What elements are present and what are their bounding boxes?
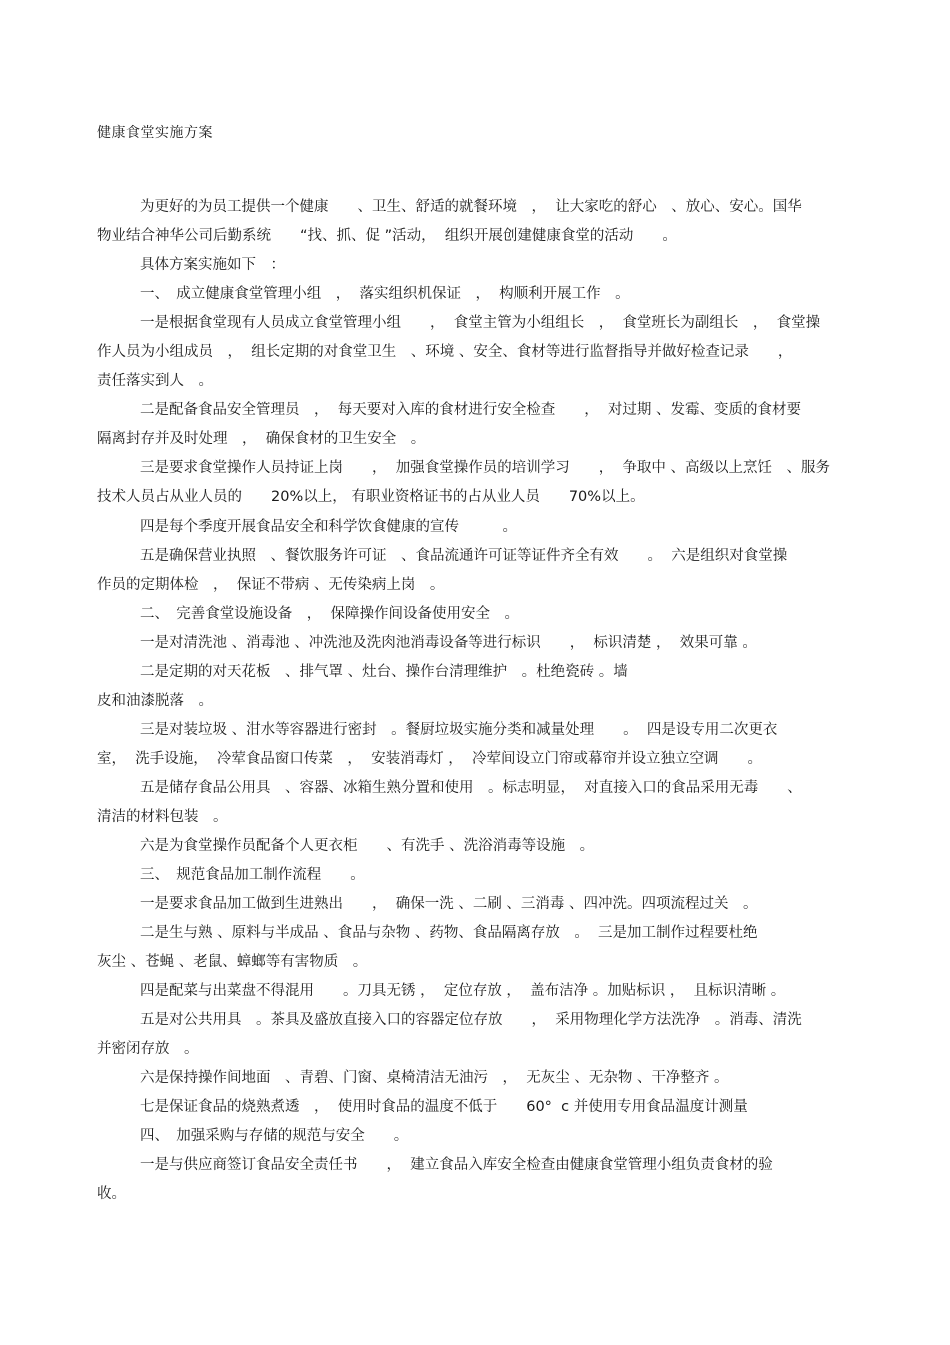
paragraph-line: 六是为食堂操作员配备个人更衣柜 、有洗手 、洗浴消毒等设施 。 [140,838,595,854]
paragraph-line: 二是配备食品安全管理员 ， 每天要对入库的食材进行安全检查 ， 对过期 、发霉、变质的食材要 [140,402,802,418]
paragraph-line: 清洁的材料包装 。 [97,809,228,825]
paragraph-line: 技术人员占从业人员的 20%以上， 有职业资格证书的占从业人员 70%以上。 [97,489,645,505]
paragraph-line: 五是确保营业执照 、餐饮服务许可证 、食品流通许可证等证件齐全有效 。 六是组织对食堂操 [140,548,788,564]
paragraph-line: 五是对公共用具 。茶具及盛放直接入口的容器定位存放 ， 采用物理化学方法洗净 。消毒、清洗 [140,1012,802,1028]
paragraph-line: 二是生与熟 、原料与半成品 、食品与杂物 、药物、食品隔离存放 。 三是加工制作过程要杜绝 [140,925,758,941]
document-title: 健康食堂实施方案 [97,125,213,141]
paragraph-line: 作人员为小组成员 ， 组长定期的对食堂卫生 、环境 、安全、食材等进行监督指导并做好检查记录 ， [97,344,793,360]
paragraph-line: 三是对装垃圾 、泔水等容器进行密封 。餐厨垃圾实施分类和减量处理 。 四是设专用二次更衣 [140,722,778,738]
paragraph-line: 三是要求食堂操作人员持证上岗 ， 加强食堂操作员的培训学习 ， 争取中 、高级以上烹饪 、服务 [140,460,831,476]
section-heading: 四、 加强采购与存储的规范与安全 。 [140,1128,409,1144]
paragraph-line: 皮和油漆脱落 。 [97,693,213,709]
paragraph-line: 一是与供应商签订食品安全责任书 ， 建立食品入库安全检查由健康食堂管理小组负责食材的验 [140,1157,773,1173]
section-heading: 二、 完善食堂设施设备 ， 保障操作间设备使用安全 。 [140,606,519,622]
paragraph-line: 隔离封存并及时处理 ， 确保食材的卫生安全 。 [97,431,426,447]
paragraph-line: 室， 洗手设施， 冷荤食品窗口传菜 ， 安装消毒灯 ， 冷荤间设立门帘或幕帘并设立独立空调 。 [97,751,762,767]
paragraph-line: 六是保持操作间地面 、青碧、门窗、桌椅清洁无油污 ， 无灰尘 、无杂物 、干净整齐 。 [140,1070,729,1086]
paragraph-line: 一是对清洗池 、消毒池 、冲洗池及洗肉池消毒设备等进行标识 ， 标识清楚 ， 效果可靠 。 [140,635,757,651]
paragraph-line: 并密闭存放 。 [97,1041,199,1057]
paragraph-line: 作员的定期体检 ， 保证不带病 、无传染病上岗 。 [97,577,445,593]
paragraph-line: 四是每个季度开展食品安全和科学饮食健康的宣传 。 [140,519,517,535]
paragraph-line: 具体方案实施如下 ： [140,257,285,273]
paragraph-line: 四是配菜与出菜盘不得混用 。刀具无锈 ， 定位存放 ， 盖布洁净 。加贴标识 ， 且标识清晰 。 [140,983,786,999]
section-heading: 三、 规范食品加工制作流程 。 [140,867,365,883]
paragraph-line: 二是定期的对天花板 、排气罩 、灶台、操作台清理维护 。杜绝瓷砖 。墙 [140,664,628,680]
paragraph-line: 为更好的为员工提供一个健康 、卫生、舒适的就餐环境 ， 让大家吃的舒心 、放心、安心。国华 [140,199,802,215]
section-heading: 一、 成立健康食堂管理小组 ， 落实组织机保证 ， 构顺利开展工作 。 [140,286,630,302]
paragraph-line: 收。 [97,1186,126,1202]
paragraph-line: 一是要求食品加工做到生进熟出 ， 确保一洗 、二刷 、三消毒 、四冲洗。四项流程过关 。 [140,896,758,912]
paragraph-line: 五是储存食品公用具 、容器、冰箱生熟分置和使用 。标志明显， 对直接入口的食品采用无毒 、 [140,780,802,796]
paragraph-line: 灰尘 、苍蝇 、老鼠、蟑螂等有害物质 。 [97,954,368,970]
paragraph-line: 七是保证食品的烧熟煮透 ， 使用时食品的温度不低于 60° c 并使用专用食品温度计测量 [140,1099,748,1115]
paragraph-line: 责任落实到人 。 [97,373,213,389]
paragraph-line: 物业结合神华公司后勤系统 “找、抓、促 ”活动， 组织开展创建健康食堂的活动 。 [97,228,677,244]
paragraph-line: 一是根据食堂现有人员成立食堂管理小组 ， 食堂主管为小组组长 ， 食堂班长为副组长 ， 食堂操 [140,315,821,331]
